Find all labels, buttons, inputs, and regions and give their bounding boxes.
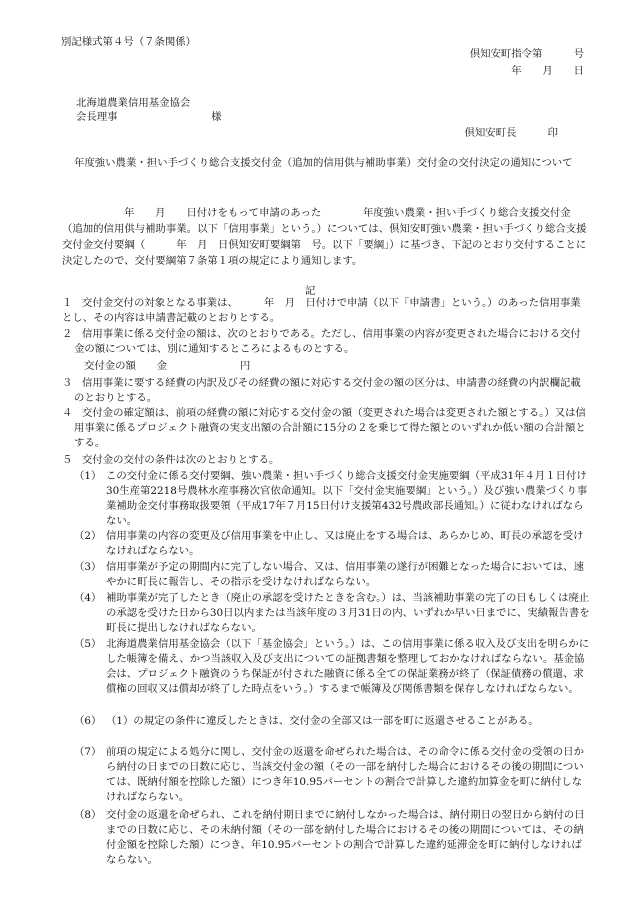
item-text: 信用事業に係る交付金の額は、次のとおりである。ただし、信用事業の内容が変更された場合における交付金の額については、別に通知するところによるものとする。	[74, 328, 581, 355]
subitem-text: 補助事業が完了したとき（廃止の承認を受けたときを含む。）は、当該補助事業の完了の日もしくは廃止の承認を受けた日から30日以内または当該年度の３月31日の内、いずれか早い日までに、実績報告書を町長に提出しなければならない。	[106, 592, 590, 634]
sender: 倶知安町長 印	[464, 127, 558, 139]
item-text: 交付金の交付の条件は次のとおりとする。	[82, 454, 280, 466]
document-number: 倶知安町指令第 号	[469, 48, 584, 60]
item-text: 交付金の確定額は、前項の経費の額に対応する交付金の額（変更された場合は変更された額とする。）又は信用事業に係るプロジェクト融資の実支出額の合計額に15分の２を乗じて得た額とのいずれか低い額の合計額とする。	[74, 407, 586, 449]
item-number: ２	[62, 328, 73, 340]
subitem-text: （1）の規定の条件に違反したときは、交付金の全部又は一部を町に返還させることがある。	[106, 715, 539, 727]
subitem-text: 前項の規定による処分に関し、交付金の返還を命ぜられた場合は、その命令に係る交付金の受領の日から納付の日までの日数に応じ、当該交付金の額（その一部を納付した場合におけるその後の期間については、既納付額を控除した額）につき年10.95パーセントの割合で計算した違約加算金を町に納付しなければならない。	[106, 746, 584, 803]
intro-paragraph: 年 月 日付けをもって申請のあった 年度強い農業・担い手づくり総合支援交付金（追加的信用供与補助事業。以下「信用事業」という。）については、倶知安町強い農業・担い手づくり総合支援交付金交付要綱（ 年 月 日倶知安町要綱第 号。以下「要綱」）に基づき、下記のとおり交付することに決定したので、交付要綱第７条第１項の規定により通知します。	[62, 207, 587, 267]
subitem-number: （1）	[74, 470, 102, 482]
subitem-number: （3）	[74, 561, 102, 573]
subitem-text: 交付金の返還を命ぜられ、これを納付期日までに納付しなかった場合は、納付期日の翌日から納付の日までの日数に応じ、その未納付額（その一部を納付した場合におけるその後の期間については、その納付金額を控除した額）につき、年10.95パーセントの割合で計算した違約延滞金を町に納付しなければならない。	[106, 809, 585, 866]
subitem-text: 信用事業の内容の変更及び信用事業を中止し、又は廃止をする場合は、あらかじめ、町長の承認を受けなければならない。	[106, 530, 584, 557]
subitem-number: （7）	[74, 746, 102, 758]
subitem-number: （4）	[74, 592, 102, 604]
document-date: 年 月 日	[511, 65, 584, 77]
addressee-org: 北海道農業信用基金協会	[76, 97, 191, 109]
subitem-text: 北海道農業信用基金協会（以下「基金協会」という。）は、この信用事業に係る収入及び支出を明らかにした帳簿を備え、かつ当該収入及び支出についての証拠書類を整理しておかなければならない。基金協会は、プロジェクト融資のうち保証が付された融資に係る全ての保証業務が終了（保証債務の償還、求償権の回収又は償却が終了した時点をいう。）するまで帳簿及び関係書類を保存しなければならない。	[106, 638, 590, 695]
addressee-title: 会長理事 様	[76, 111, 222, 123]
form-label: 別記様式第４号（７条関係）	[61, 36, 197, 48]
subitem-text: 信用事業が予定の期間内に完了しない場合、又は、信用事業の遂行が困難となった場合においては、速やかに町長に報告し、その指示を受けなければならない。	[106, 561, 584, 588]
item-number: ５	[62, 454, 73, 466]
amount-line: 交付金の額 金 円	[84, 360, 251, 372]
item-number: ３	[62, 377, 73, 389]
subitem-number: （2）	[74, 530, 102, 542]
notice-title: 年度強い農業・担い手づくり総合支援交付金（追加的信用供与補助事業）交付金の交付決定の通知について	[74, 157, 573, 169]
ki-heading: 記	[305, 285, 316, 297]
subitem-number: （5）	[74, 638, 102, 650]
subitem-text: この交付金に係る交付要綱、強い農業・担い手づくり総合支援交付金実施要綱（平成31年４月１日付け30生産第2218号農林水産事務次官依命通知。以下「交付金実施要綱」という。）及び強い農業づくり事業補助金交付事務取扱要領（平成17年７月15日付け支援第432号農政部長通知。）に従わなければならない。	[106, 470, 588, 527]
item-number: ４	[62, 407, 73, 419]
item-text: 交付金交付の対象となる事業は、 年 月 日付けで申請（以下「申請書」という。）のあった信用事業とし、その内容は申請書記載のとおりとする。	[62, 297, 581, 324]
item-number: １	[62, 297, 73, 309]
subitem-number: （6）	[74, 715, 102, 727]
item-text: 信用事業に要する経費の内訳及びその経費の額に対応する交付金の額の区分は、申請書の経費の内訳欄記載のとおりとする。	[74, 377, 581, 404]
subitem-number: （8）	[74, 809, 102, 821]
